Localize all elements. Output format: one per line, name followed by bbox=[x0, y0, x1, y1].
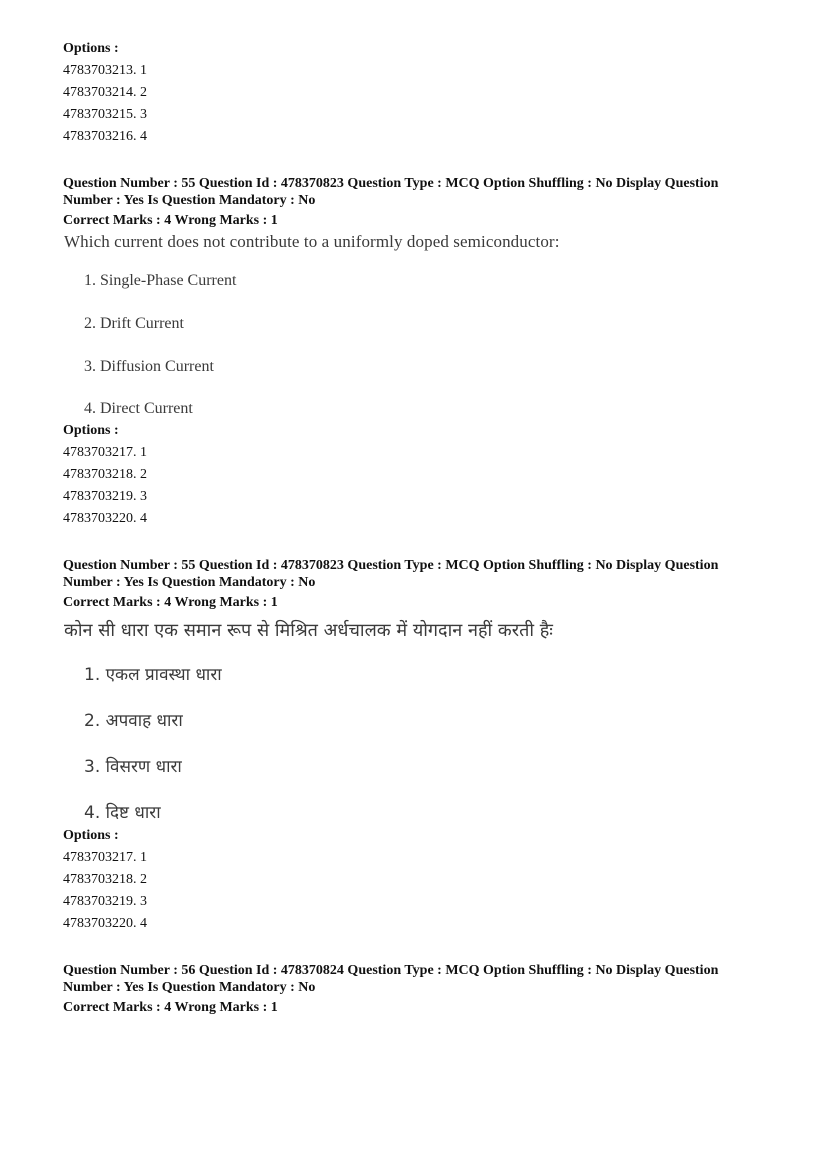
option-item: 4783703219. 3 bbox=[63, 489, 147, 504]
answer-choice: 3. Diffusion Current bbox=[84, 358, 214, 375]
options-label: Options : bbox=[63, 41, 119, 56]
answer-choice: 3. विसरण धारा bbox=[84, 757, 182, 777]
question-marks: Correct Marks : 4 Wrong Marks : 1 bbox=[63, 1000, 278, 1015]
question-header-continued: Number : Yes Is Question Mandatory : No bbox=[63, 980, 316, 995]
answer-choice: 4. Direct Current bbox=[84, 400, 193, 417]
question-header: Question Number : 55 Question Id : 478370823 Question Type : MCQ Option Shuffling : No Display Question bbox=[63, 558, 719, 573]
answer-choice: 1. एकल प्रावस्था धारा bbox=[84, 665, 222, 685]
option-item: 4783703217. 1 bbox=[63, 445, 147, 460]
answer-choice: 1. Single-Phase Current bbox=[84, 272, 237, 289]
answer-choice: 2. Drift Current bbox=[84, 315, 184, 332]
option-item: 4783703216. 4 bbox=[63, 129, 147, 144]
option-item: 4783703219. 3 bbox=[63, 894, 147, 909]
question-marks: Correct Marks : 4 Wrong Marks : 1 bbox=[63, 213, 278, 228]
question-header-continued: Number : Yes Is Question Mandatory : No bbox=[63, 193, 316, 208]
question-header: Question Number : 55 Question Id : 478370823 Question Type : MCQ Option Shuffling : No Display Question bbox=[63, 176, 719, 191]
answer-choice: 2. अपवाह धारा bbox=[84, 711, 183, 731]
option-item: 4783703213. 1 bbox=[63, 63, 147, 78]
question-header-continued: Number : Yes Is Question Mandatory : No bbox=[63, 575, 316, 590]
question-text: Which current does not contribute to a uniformly doped semiconductor: bbox=[64, 232, 560, 251]
option-item: 4783703220. 4 bbox=[63, 511, 147, 526]
question-marks: Correct Marks : 4 Wrong Marks : 1 bbox=[63, 595, 278, 610]
question-header: Question Number : 56 Question Id : 478370824 Question Type : MCQ Option Shuffling : No Display Question bbox=[63, 963, 719, 978]
option-item: 4783703217. 1 bbox=[63, 850, 147, 865]
option-item: 4783703220. 4 bbox=[63, 916, 147, 931]
option-item: 4783703214. 2 bbox=[63, 85, 147, 100]
options-label: Options : bbox=[63, 828, 119, 843]
option-item: 4783703218. 2 bbox=[63, 467, 147, 482]
option-item: 4783703218. 2 bbox=[63, 872, 147, 887]
answer-choice: 4. दिष्ट धारा bbox=[84, 803, 161, 823]
option-item: 4783703215. 3 bbox=[63, 107, 147, 122]
question-text: कोन सी धारा एक समान रूप से मिश्रित अर्धचालक में योगदान नहीं करती हैः bbox=[64, 620, 553, 641]
options-label: Options : bbox=[63, 423, 119, 438]
